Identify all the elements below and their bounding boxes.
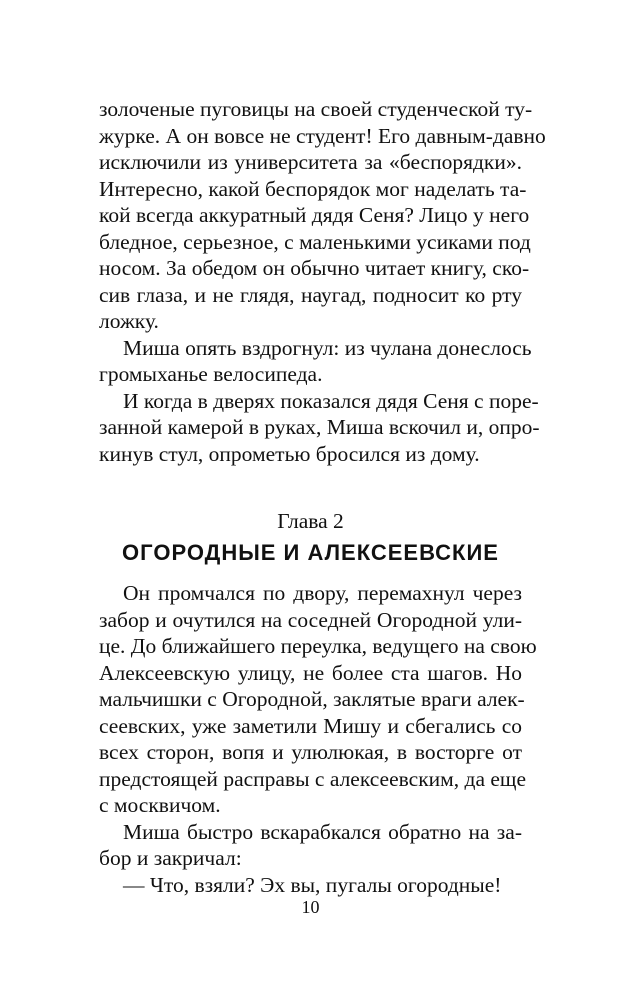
- page-number: 10: [301, 897, 320, 917]
- text-line: предстоящей расправы с алексеевским, да еще: [99, 766, 527, 791]
- chapter-label: Глава 2: [277, 509, 344, 533]
- text-line: Миша быстро вскарабкался обратно на за-: [123, 819, 522, 844]
- paragraph: [99, 335, 532, 388]
- paragraph: [99, 872, 522, 899]
- text-line: мальчишки с Огородной, заклятые враги алек-: [99, 687, 525, 711]
- text-line: исключили из университета за «беспорядки».: [99, 150, 522, 174]
- paragraph: [99, 388, 540, 468]
- text-line: ложку.: [99, 309, 159, 333]
- text-line: Интересно, какой беспорядок мог наделать та-: [99, 176, 527, 201]
- text-line: золоченые пуговицы на своей студенческой ту-: [99, 97, 533, 121]
- text-line: сеевских, уже заметили Мишу и сбегались со: [99, 713, 522, 738]
- text-line: журке. А он вовсе не студент! Его давным-давно: [99, 123, 546, 148]
- text-line: занной камерой в руках, Миша вскочил и, опро-: [99, 415, 540, 439]
- text-block-bottom: [99, 580, 537, 898]
- text-line: бор и закричал:: [99, 846, 242, 870]
- paragraph: [99, 819, 522, 872]
- text-line: громыханье велосипеда.: [99, 362, 323, 386]
- text-line: кинув стул, опрометью бросился из дому.: [99, 441, 480, 466]
- text-line: всех сторон, вопя и улюлюкая, в восторге от: [99, 740, 522, 764]
- paragraph: [99, 580, 537, 819]
- text-line: сив глаза, и не глядя, наугад, подносит ко рту: [99, 282, 522, 307]
- paragraph: [99, 96, 546, 335]
- text-line: Миша опять вздрогнул: из чулана донеслось: [123, 335, 532, 360]
- text-line: це. До ближайшего переулка, ведущего на свою: [99, 634, 537, 658]
- text-line: с москвичом.: [99, 793, 221, 817]
- text-line: Он промчался по двору, перемахнул через: [123, 581, 522, 605]
- text-line: Алексеевскую улицу, не более ста шагов. Но: [99, 660, 522, 685]
- text-line: И когда в дверях показался дядя Сеня с поре-: [123, 388, 539, 413]
- text-line: — Что, взяли? Эх вы, пугалы огородные!: [123, 872, 502, 897]
- chapter-title: ОГОРОДНЫЕ И АЛЕКСЕЕВСКИЕ: [122, 540, 499, 565]
- text-line: забор и очутился на соседней Огородной ули-: [99, 607, 522, 632]
- text-line: бледное, серьезное, с маленькими усиками под: [99, 229, 531, 254]
- text-block-top: [99, 96, 546, 467]
- text-line: носом. За обедом он обычно читает книгу, ско-: [99, 256, 530, 280]
- text-line: кой всегда аккуратный дядя Сеня? Лицо у него: [99, 203, 530, 227]
